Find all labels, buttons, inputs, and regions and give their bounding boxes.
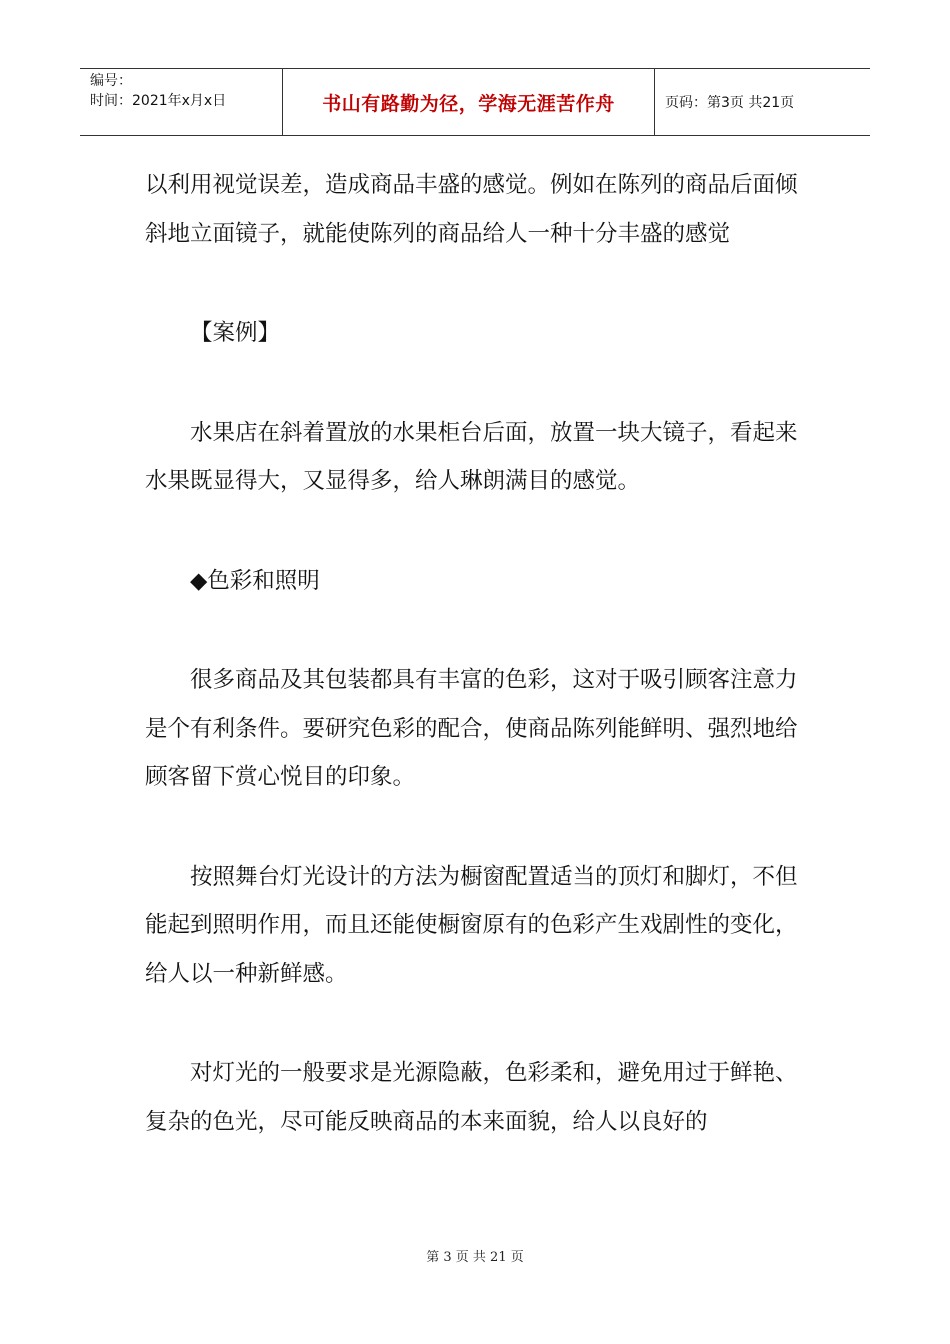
- paragraph-continued: 以利用视觉误差，造成商品丰盛的感觉。例如在陈列的商品后面倾斜地立面镜子，就能使陈列的商品给人一种十分丰盛的感觉: [145, 172, 798, 247]
- case-heading: 【案例】: [190, 320, 281, 346]
- paragraph-lighting-requirements: 对灯光的一般要求是光源隐蔽，色彩柔和，避免用过于鲜艳、复杂的色光，尽可能反映商品的本来面貌，给人以良好的: [145, 1060, 798, 1135]
- paragraph-color: 很多商品及其包装都具有丰富的色彩，这对于吸引顾客注意力是个有利条件。要研究色彩的配合，使商品陈列能鲜明、强烈地给顾客留下赏心悦目的印象。: [145, 667, 798, 790]
- page-footer: 第 3 页 共 21 页: [426, 1250, 524, 1265]
- page-header: [80, 68, 870, 136]
- header-page-info: 页码：第3页 共21页: [665, 95, 795, 111]
- header-meta: [80, 69, 283, 135]
- document-number-label: 编号：: [90, 73, 132, 89]
- paragraph-stage-lighting: 按照舞台灯光设计的方法为橱窗配置适当的顶灯和脚灯，不但能起到照明作用，而且还能使橱窗原有的色彩产生戏剧性的变化，给人以一种新鲜感。: [145, 863, 798, 987]
- header-motto: 书山有路勤为径，学海无涯苦作舟: [283, 69, 655, 135]
- document-body: [145, 161, 815, 1197]
- document-date-label: 时间：2021年x月x日: [90, 93, 227, 109]
- paragraph-case-example: 水果店在斜着置放的水果柜台后面，放置一块大镜子，看起来水果既显得大，又显得多，给人琳朗满目的感觉。: [145, 419, 798, 494]
- section-heading-color-lighting: ◆色彩和照明: [190, 567, 320, 594]
